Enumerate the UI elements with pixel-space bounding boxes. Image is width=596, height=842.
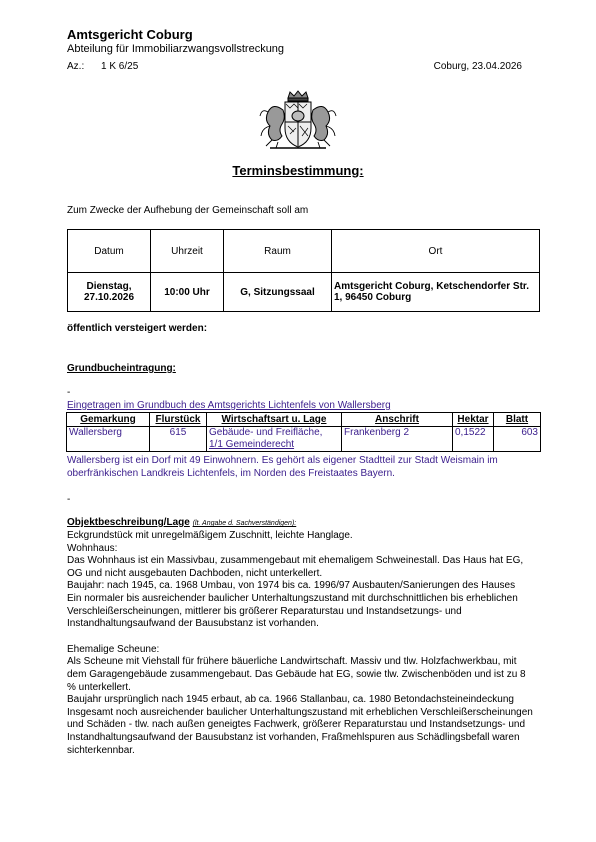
appointment-weekday: Dienstag,	[86, 281, 132, 292]
column-header-blatt: Blatt	[494, 413, 541, 427]
land-register-table	[66, 412, 541, 452]
cell-anschrift: Frankenberg 2	[342, 427, 453, 452]
document-title: Terminsbestimmung:	[232, 163, 364, 178]
land-register-entry: Eingetragen im Grundbuch des Amtsgerichts Lichtenfels von Wallersberg	[67, 400, 391, 411]
object-description-heading	[67, 517, 296, 528]
case-number-label: Az.:	[67, 61, 85, 72]
wirtschaftsart-line-2: 1/1 Gemeinderecht	[209, 439, 295, 450]
separator-dash: -	[67, 387, 71, 398]
cell-wirtschaftsart	[207, 427, 342, 452]
appointment-room: G, Sitzungssaal	[224, 273, 332, 312]
paragraph: Als Scheune mit Viehstall für frühere bäuerliche Landwirtschaft. Massiv und tlw. Holzfachwerkbau, mit dem Garagengebäude zusammengebaut. Das Gebäude hat EG, sowie tlw. Zwischenböden und ist zu 8 % unterkellert.	[67, 656, 526, 693]
case-number: 1 K 6/25	[101, 61, 139, 72]
paragraph: Baujahr: nach 1945, ca. 1968 Umbau, von 1974 bis ca. 1996/97 Ausbauten/Sanierungen des Hauses	[67, 580, 516, 592]
paragraph: Eckgrundstück mit unregelmäßigem Zuschnitt, leichte Hanglage.	[67, 530, 353, 541]
column-header-hektar: Hektar	[453, 413, 494, 427]
land-register-heading: Grundbucheintragung:	[67, 363, 176, 374]
court-name: Amtsgericht Coburg	[67, 27, 193, 42]
appointment-time: 10:00 Uhr	[151, 273, 224, 312]
column-header-place: Ort	[332, 230, 540, 273]
location-description: Wallersberg ist ein Dorf mit 49 Einwohnern. Es gehört als eigener Stadtteil zur Stadt Weismain im oberfränkischen Landkreis Lichtenfels, im Norden des Freistaates Bayern.	[67, 455, 498, 479]
intro-text: Zum Zwecke der Aufhebung der Gemeinschaft soll am	[67, 205, 309, 216]
column-header-flurstueck: Flurstück	[150, 413, 207, 427]
appointment-date-value: 27.10.2026	[83, 292, 135, 303]
paragraph: Baujahr ursprünglich nach 1945 erbaut, ab ca. 1966 Stallanbau, ca. 1980 Betondachsteineindeckung	[67, 694, 514, 706]
object-heading-note: (lt. Angabe d. Sachverständigen):	[192, 520, 297, 527]
cell-gemarkung: Wallersberg	[67, 427, 150, 452]
column-header-anschrift: Anschrift	[342, 413, 453, 427]
table-row	[67, 427, 541, 452]
court-department: Abteilung für Immobiliarzwangsvollstreckung	[67, 43, 285, 55]
city-date: Coburg, 23.04.2026	[433, 61, 522, 72]
column-header-gemarkung: Gemarkung	[67, 413, 150, 427]
column-header-date: Datum	[68, 230, 151, 273]
paragraph: Das Wohnhaus ist ein Massivbau, zusammengebaut mit ehemaligem Schweinestall. Das Haus hat EG, OG und nicht ausgebauten Dachboden, nicht unterkellert.	[67, 555, 524, 579]
wirtschaftsart-line-1: Gebäude- und Freifläche,	[209, 427, 323, 438]
object-description-body	[67, 530, 537, 757]
paragraph: Ehemalige Scheune:	[67, 643, 160, 655]
spacer	[67, 631, 537, 644]
cell-blatt: 603	[494, 427, 541, 452]
column-header-wirtschaftsart: Wirtschaftsart u. Lage	[207, 413, 342, 427]
paragraph: Ein normaler bis ausreichender baulicher Unterhaltungszustand mit durchschnittlichen bis erheblichen Verschleißerscheinungen, mittlerer bis größerer Reparaturstau und Instandsetzungs- und Instandhaltungsaufwand der Bausubstanz ist vorhanden.	[67, 592, 518, 630]
paragraph: Wohnhaus:	[67, 542, 118, 554]
bavarian-coat-of-arms-icon	[258, 90, 338, 152]
cell-hektar: 0,1522	[453, 427, 494, 452]
appointment-date	[68, 273, 151, 312]
separator-dash: -	[67, 494, 71, 505]
paragraph: Insgesamt noch ausreichender baulicher Unterhaltungszustand mit erheblichen Verschleißerscheinungen und Schäden - tlw. nach außen geneigtes Fachwerk, größerer Reparaturstau und Instandsetzungs- und Instandhaltungsaufwand der Bausubstanz ist vorhanden, Fraßmehlspuren aus Schädlingsbefall waren sichterkennbar.	[67, 706, 533, 756]
appointment-table	[67, 229, 540, 312]
auction-statement: öffentlich versteigert werden:	[67, 323, 208, 334]
appointment-place: Amtsgericht Coburg, Ketschendorfer Str. 1, 96450 Coburg	[332, 273, 540, 312]
object-heading-title: Objektbeschreibung/Lage	[67, 517, 190, 528]
column-header-time: Uhrzeit	[151, 230, 224, 273]
column-header-room: Raum	[224, 230, 332, 273]
cell-flurstueck: 615	[150, 427, 207, 452]
